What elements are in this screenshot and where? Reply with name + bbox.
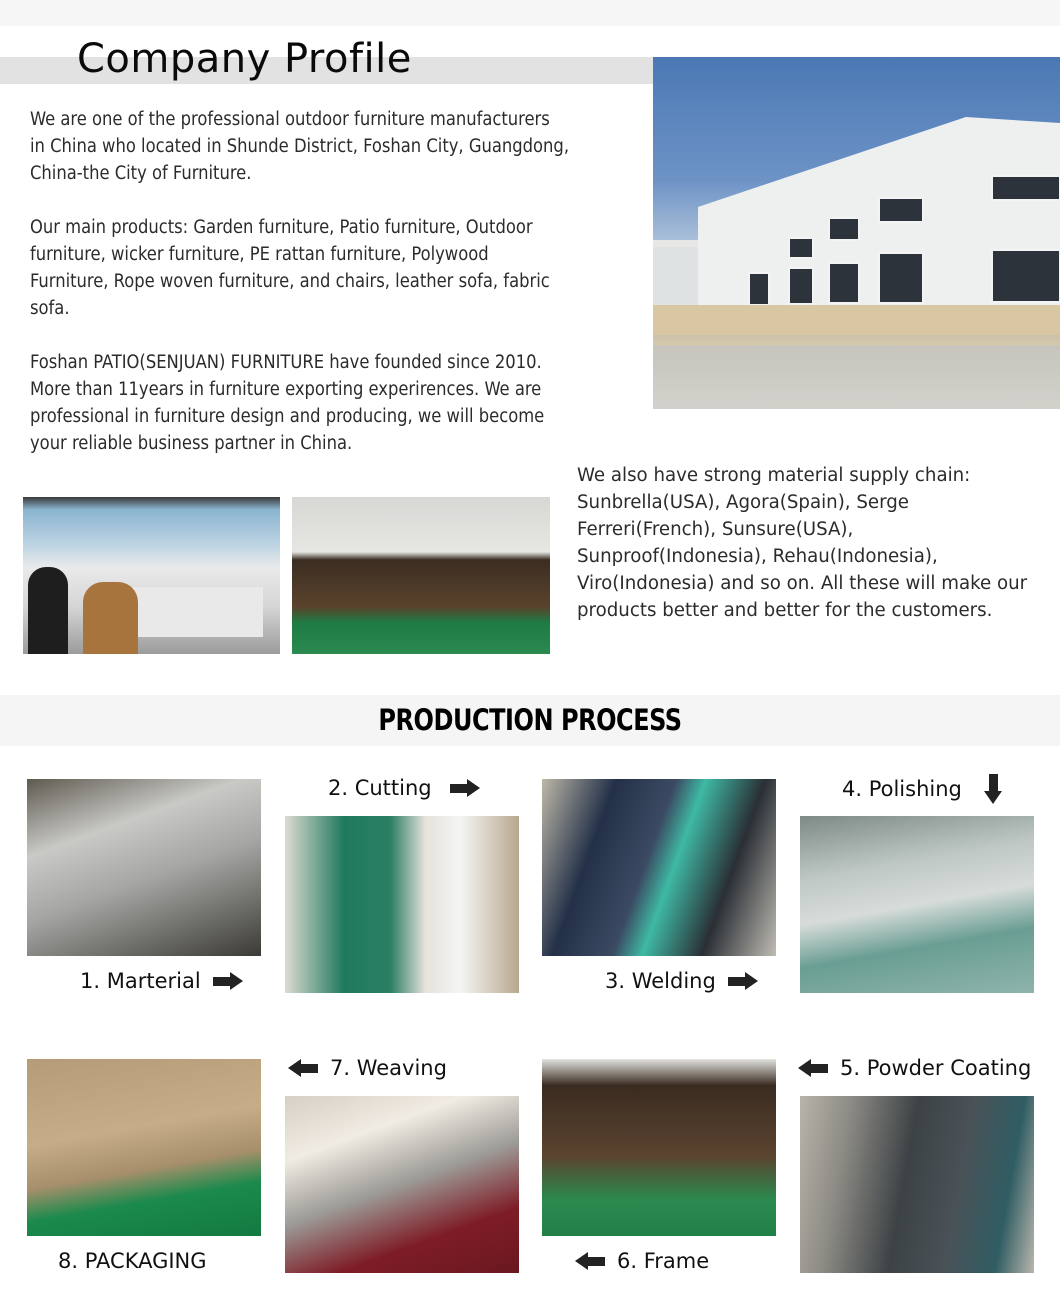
history-line: More than 11years in furniture exporting experirences. We are [30,379,542,400]
aluminum-profiles-photo [27,779,261,956]
intro-paragraph [30,106,650,187]
history-line: your reliable business partner in China. [30,433,353,454]
supply-line: Sunproof(Indonesia), Rehau(Indonesia), [577,546,938,567]
arrow-right-icon [213,972,243,990]
weaving-photo [285,1096,519,1273]
history-line: professional in furniture design and producing, we will become [30,406,545,427]
arrow-right-icon [728,972,758,990]
office-photo [23,497,280,654]
products-line: Furniture, Rope woven furniture, and chairs, leather sofa, fabric [30,271,550,292]
step-8-label: 8. PACKAGING [58,1249,207,1273]
drill-press-photo [285,816,519,993]
supply-line: products better and better for the customers. [577,600,993,621]
arrow-down-icon [984,774,1002,804]
intro-line: We are one of the professional outdoor furniture manufacturers [30,109,550,130]
top-band [0,0,1060,26]
factory-building-photo [653,57,1060,409]
arrow-left-icon [575,1252,605,1270]
polishing-photo [800,816,1034,993]
step-3-label: 3. Welding [605,967,758,995]
supply-line: Sunbrella(USA), Agora(Spain), Serge [577,492,909,513]
step-6-label: 6. Frame [575,1247,709,1275]
welding-photo [542,779,776,956]
intro-line: in China who located in Shunde District, Foshan City, Guangdong, [30,136,570,157]
powder-coating-photo [800,1096,1034,1273]
stacked-chairs-photo [292,497,550,654]
arrow-right-icon [450,779,480,797]
step-2-label: 2. Cutting [328,774,480,802]
products-line: Our main products: Garden furniture, Patio furniture, Outdoor [30,217,533,238]
step-4-label: 4. Polishing [842,774,1002,804]
step-5-label: 5. Powder Coating [798,1054,1031,1082]
products-line: furniture, wicker furniture, PE rattan furniture, Polywood [30,244,489,265]
arrow-left-icon [288,1059,318,1077]
supply-chain-paragraph [577,462,1057,624]
frames-photo [542,1059,776,1236]
products-line: sofa. [30,298,70,319]
section-title: PRODUCTION PROCESS [378,703,682,737]
supply-line: Viro(Indonesia) and so on. All these will make our [577,573,1028,594]
supply-line: We also have strong material supply chain: [577,465,971,486]
intro-line: China-the City of Furniture. [30,163,252,184]
supply-line: Ferreri(French), Sunsure(USA), [577,519,854,540]
arrow-left-icon [798,1059,828,1077]
step-1-label: 1. Marterial [80,967,243,995]
step-7-label: 7. Weaving [288,1054,447,1082]
products-paragraph [30,214,650,322]
packaging-photo [27,1059,261,1236]
page-title: Company Profile [77,36,412,82]
history-line: Foshan PATIO(SENJUAN) FURNITURE have founded since 2010. [30,352,542,373]
history-paragraph [30,349,650,457]
